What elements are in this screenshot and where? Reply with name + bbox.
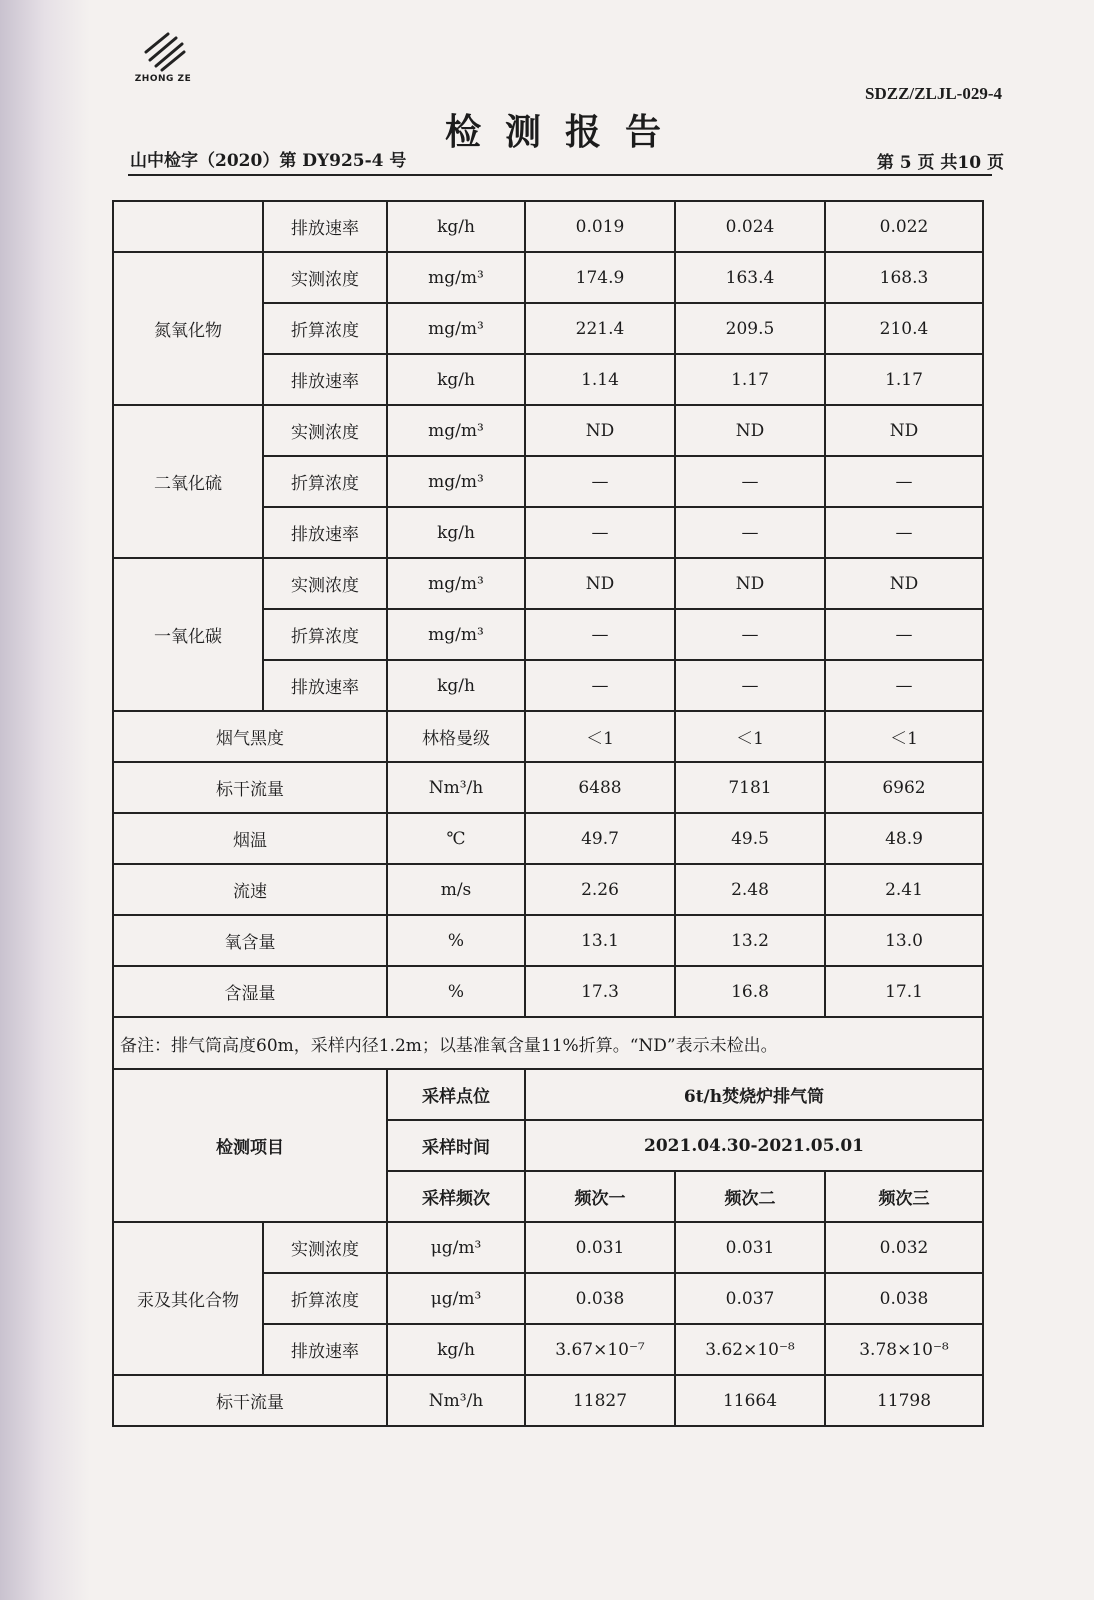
freq-label: 采样频次 (387, 1171, 525, 1222)
value-cell: — (675, 660, 825, 711)
report-number: 山中检字（2020）第 DY925-4 号 (130, 151, 407, 171)
item-header: 检测项目 (113, 1069, 387, 1222)
param-cell: 实测浓度 (263, 252, 387, 303)
freq-2: 频次二 (675, 1171, 825, 1222)
unit-cell: kg/h (387, 660, 525, 711)
item-cell-nox: 氮氧化物 (113, 252, 263, 405)
value-cell: — (675, 456, 825, 507)
value-cell: 17.1 (825, 966, 983, 1017)
item-cell: 标干流量 (113, 762, 387, 813)
table-row (113, 252, 983, 303)
table-row (113, 405, 983, 456)
value-cell: 2.26 (525, 864, 675, 915)
value-cell: — (825, 609, 983, 660)
unit-cell: mg/m³ (387, 303, 525, 354)
value-cell: 6962 (825, 762, 983, 813)
param-cell: 排放速率 (263, 660, 387, 711)
value-cell: ND (825, 558, 983, 609)
value-cell: 210.4 (825, 303, 983, 354)
logo-mark-icon (128, 26, 198, 74)
value-cell: 0.019 (525, 201, 675, 252)
value-cell: 16.8 (675, 966, 825, 1017)
param-cell: 实测浓度 (263, 1222, 387, 1273)
unit-cell: mg/m³ (387, 558, 525, 609)
table-row (113, 711, 983, 762)
value-cell: 2.41 (825, 864, 983, 915)
unit-cell: m/s (387, 864, 525, 915)
value-cell: ND (675, 405, 825, 456)
table-row (113, 864, 983, 915)
value-cell: 0.038 (525, 1273, 675, 1324)
unit-cell: 林格曼级 (387, 711, 525, 762)
value-cell: ＜1 (825, 711, 983, 762)
table-row (113, 201, 983, 252)
value-cell: 0.031 (675, 1222, 825, 1273)
unit-cell: % (387, 966, 525, 1017)
value-cell: ND (525, 405, 675, 456)
item-cell: 氧含量 (113, 915, 387, 966)
value-cell: 0.037 (675, 1273, 825, 1324)
item-cell: 流速 (113, 864, 387, 915)
value-cell: 163.4 (675, 252, 825, 303)
param-cell: 排放速率 (263, 507, 387, 558)
value-cell: ND (675, 558, 825, 609)
value-cell: ＜1 (525, 711, 675, 762)
document-code: SDZZ/ZLJL-029-4 (865, 84, 1002, 103)
value-cell: 11664 (675, 1375, 825, 1426)
header-rule (128, 174, 992, 176)
time-value: 2021.04.30-2021.05.01 (525, 1120, 983, 1171)
value-cell: 17.3 (525, 966, 675, 1017)
param-cell: 实测浓度 (263, 558, 387, 609)
results-table (112, 200, 984, 1427)
item-cell: 烟温 (113, 813, 387, 864)
item-cell-co: 一氧化碳 (113, 558, 263, 711)
point-label: 采样点位 (387, 1069, 525, 1120)
value-cell: ND (525, 558, 675, 609)
page-title: 检测报告 (444, 111, 685, 153)
unit-cell: kg/h (387, 201, 525, 252)
time-label: 采样时间 (387, 1120, 525, 1171)
table-header-row (113, 1069, 983, 1120)
value-cell: 209.5 (675, 303, 825, 354)
table-row (113, 1222, 983, 1273)
value-cell: 49.5 (675, 813, 825, 864)
unit-cell: % (387, 915, 525, 966)
item-cell-mercury: 汞及其化合物 (113, 1222, 263, 1375)
value-cell: 1.17 (825, 354, 983, 405)
value-cell: — (825, 660, 983, 711)
item-cell: 标干流量 (113, 1375, 387, 1426)
value-cell: — (525, 456, 675, 507)
param-cell: 折算浓度 (263, 303, 387, 354)
value-cell: — (675, 609, 825, 660)
value-cell: 168.3 (825, 252, 983, 303)
value-cell: 174.9 (525, 252, 675, 303)
value-cell: 3.78×10⁻⁸ (825, 1324, 983, 1375)
remarks-row (113, 1017, 983, 1069)
unit-cell: mg/m³ (387, 252, 525, 303)
value-cell: 13.1 (525, 915, 675, 966)
value-cell: 49.7 (525, 813, 675, 864)
unit-cell: mg/m³ (387, 405, 525, 456)
unit-cell: mg/m³ (387, 456, 525, 507)
table-row (113, 915, 983, 966)
value-cell: 7181 (675, 762, 825, 813)
company-logo (128, 26, 198, 96)
value-cell: 11827 (525, 1375, 675, 1426)
param-cell: 排放速率 (263, 354, 387, 405)
freq-1: 频次一 (525, 1171, 675, 1222)
freq-3: 频次三 (825, 1171, 983, 1222)
table-row (113, 558, 983, 609)
unit-cell: Nm³/h (387, 762, 525, 813)
value-cell: 11798 (825, 1375, 983, 1426)
item-cell: 含湿量 (113, 966, 387, 1017)
logo-text: ZHONG ZE (134, 74, 192, 84)
unit-cell: kg/h (387, 1324, 525, 1375)
value-cell: 1.17 (675, 354, 825, 405)
value-cell: 13.0 (825, 915, 983, 966)
value-cell: ＜1 (675, 711, 825, 762)
value-cell: 3.62×10⁻⁸ (675, 1324, 825, 1375)
value-cell: — (525, 507, 675, 558)
value-cell: — (525, 660, 675, 711)
item-cell: 烟气黑度 (113, 711, 387, 762)
unit-cell: kg/h (387, 354, 525, 405)
value-cell: 6488 (525, 762, 675, 813)
value-cell: 0.032 (825, 1222, 983, 1273)
value-cell: ND (825, 405, 983, 456)
value-cell: 3.67×10⁻⁷ (525, 1324, 675, 1375)
value-cell: — (825, 456, 983, 507)
unit-cell: ℃ (387, 813, 525, 864)
point-value: 6t/h焚烧炉排气筒 (525, 1069, 983, 1120)
table-row (113, 966, 983, 1017)
value-cell: 0.022 (825, 201, 983, 252)
value-cell: — (675, 507, 825, 558)
table-row (113, 1375, 983, 1426)
param-cell: 折算浓度 (263, 609, 387, 660)
unit-cell: μg/m³ (387, 1222, 525, 1273)
table-row (113, 762, 983, 813)
unit-cell: μg/m³ (387, 1273, 525, 1324)
unit-cell: Nm³/h (387, 1375, 525, 1426)
param-cell: 折算浓度 (263, 456, 387, 507)
item-cell (113, 201, 263, 252)
value-cell: — (525, 609, 675, 660)
item-cell-so2: 二氧化硫 (113, 405, 263, 558)
value-cell: 48.9 (825, 813, 983, 864)
value-cell: 221.4 (525, 303, 675, 354)
value-cell: 2.48 (675, 864, 825, 915)
value-cell: 1.14 (525, 354, 675, 405)
page-edge-shadow (0, 0, 90, 1600)
value-cell: 0.024 (675, 201, 825, 252)
remarks-text: 备注：排气筒高度60m，采样内径1.2m；以基准氧含量11%折算。“ND”表示未检出。 (113, 1017, 983, 1069)
page-info: 第 5 页 共10 页 (876, 153, 1004, 173)
value-cell: 0.038 (825, 1273, 983, 1324)
value-cell: 13.2 (675, 915, 825, 966)
table-row (113, 813, 983, 864)
value-cell: — (825, 507, 983, 558)
param-cell: 折算浓度 (263, 1273, 387, 1324)
unit-cell: mg/m³ (387, 609, 525, 660)
param-cell: 排放速率 (263, 201, 387, 252)
param-cell: 排放速率 (263, 1324, 387, 1375)
param-cell: 实测浓度 (263, 405, 387, 456)
value-cell: 0.031 (525, 1222, 675, 1273)
unit-cell: kg/h (387, 507, 525, 558)
